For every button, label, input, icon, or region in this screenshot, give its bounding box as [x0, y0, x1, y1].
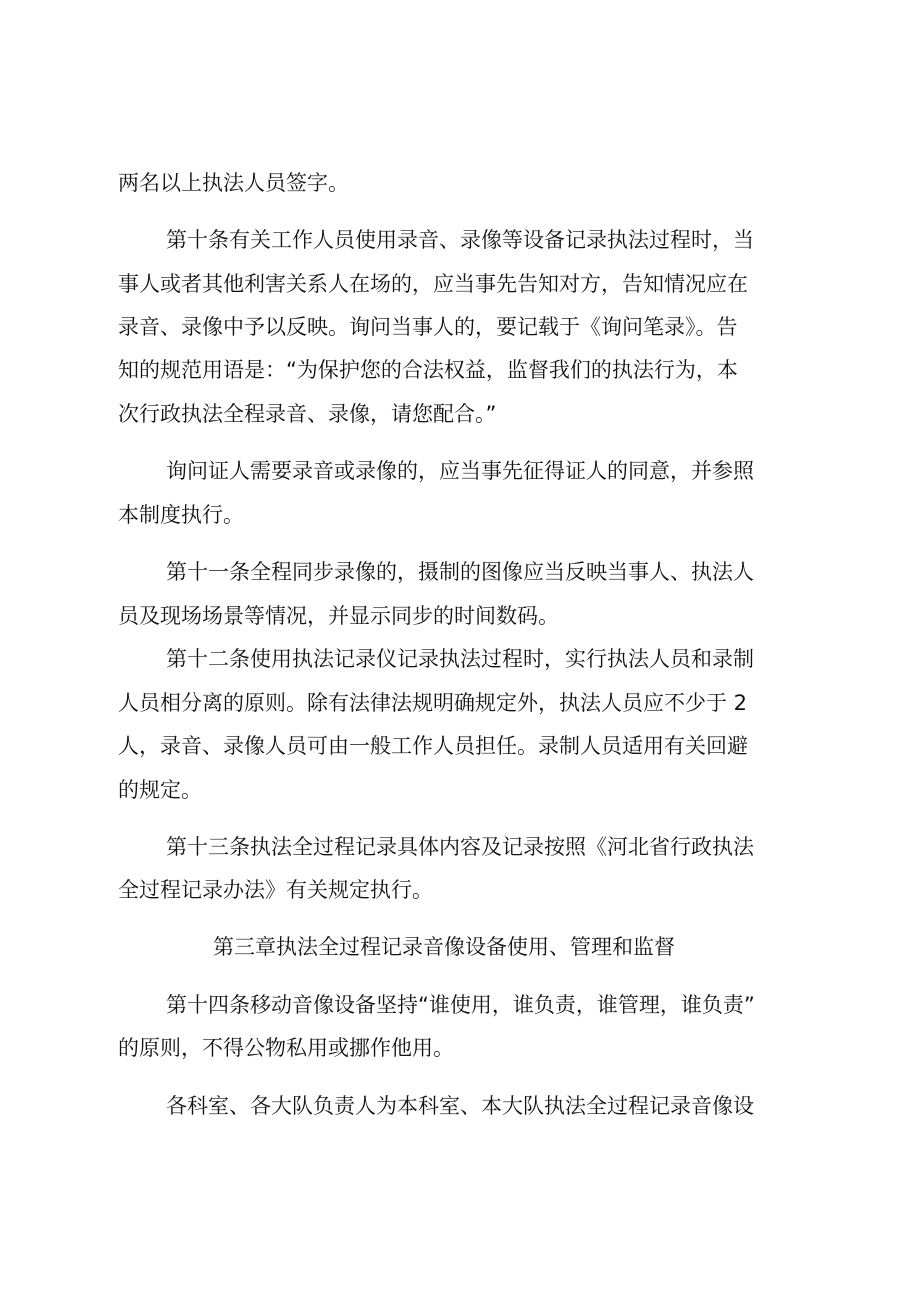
text-line: 第十一条全程同步录像的，摄制的图像应当反映当事人、执法人 [166, 560, 754, 584]
text-line: 第十三条执法全过程记录具体内容及记录按照《河北省行政执法 [166, 835, 754, 859]
text-line: 员及现场场景等情况，并显示同步的时间数码。 [118, 604, 559, 628]
text-line: 各科室、各大队负责人为本科室、本大队执法全过程记录音像设 [166, 1094, 754, 1118]
text-line: 第十四条移动音像设备坚持“谁使用，谁负责，谁管理，谁负责” [166, 993, 755, 1017]
text-line: 录音、录像中予以反映。询问当事人的，要记载于《询问笔录》。告 [118, 315, 738, 339]
text-line: 第十二条使用执法记录仪记录执法过程时，实行执法人员和录制 [166, 647, 754, 671]
text-line: 第十条有关工作人员使用录音、录像等设备记录执法过程时，当 [166, 228, 754, 252]
text-line: 的规定。 [118, 778, 202, 802]
text-line: 全过程记录办法》有关规定执行。 [118, 878, 433, 902]
text-line: 知的规范用语是：“为保护您的合法权益，监督我们的执法行为，本 [118, 358, 738, 382]
chapter-heading: 第三章执法全过程记录音像设备使用、管理和监督 [213, 935, 675, 959]
text-line: 人员相分离的原则。除有法律法规明确规定外，执法人员应不少于 2 [118, 691, 748, 715]
text-line: 的原则，不得公物私用或挪作他用。 [118, 1036, 454, 1060]
text-line: 次行政执法全程录音、录像，请您配合。” [118, 402, 497, 426]
text-line: 询问证人需要录音或录像的，应当事先征得证人的同意，并参照 [166, 459, 754, 483]
text-line: 人，录音、录像人员可由一般工作人员担任。录制人员适用有关回避 [118, 734, 748, 758]
text-line: 事人或者其他利害关系人在场的，应当事先告知对方，告知情况应在 [118, 272, 748, 296]
text-line: 本制度执行。 [118, 503, 244, 527]
text-line: 两名以上执法人员签字。 [118, 171, 349, 195]
